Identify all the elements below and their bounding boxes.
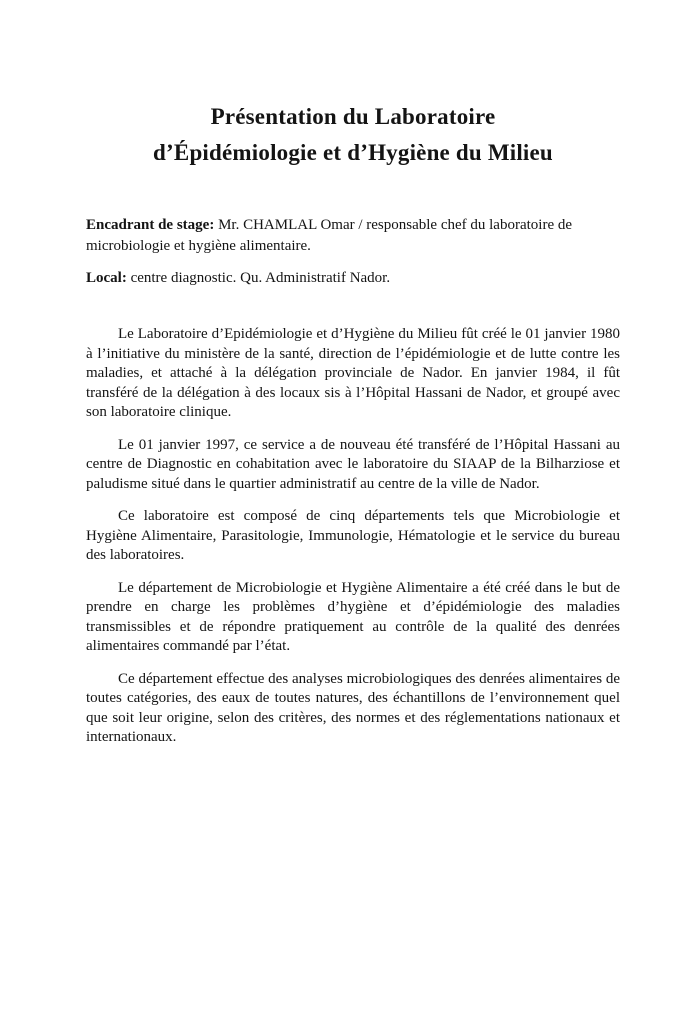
supervisor-paragraph xyxy=(86,215,620,257)
supervisor-label: Encadrant de stage: xyxy=(86,217,215,233)
page-title xyxy=(86,99,620,171)
location-paragraph xyxy=(86,268,620,289)
body-paragraph-departments: Ce laboratoire est composé de cinq départements tels que Microbiologie et Hygiène Alimentaire, Parasitologie, Immunologie, Hématologie et le service du bureau des laboratoires. xyxy=(86,508,620,563)
page-title-line-2: d’Épidémiologie et d’Hygiène du Milieu xyxy=(153,140,553,165)
document-body xyxy=(86,325,620,748)
location-label: Local: xyxy=(86,270,127,286)
page-title-line-1: Présentation du Laboratoire xyxy=(210,104,496,129)
body-paragraph-analyses: Ce département effectue des analyses microbiologiques des denrées alimentaires de toutes catégories, des eaux de toutes natures, des échantillons de l’environnement quel que soit leur origine, selon des critères, des normes et des réglementations nationaux et internationaux. xyxy=(86,670,620,745)
body-paragraph-microbiology-mission: Le département de Microbiologie et Hygiène Alimentaire a été créé dans le but de prendre en charge les problèmes d’hygiène et d’épidémiologie des maladies transmissibles et de répondre pratiquement au contrôle de la qualité des denrées alimentaires commandé par l’état. xyxy=(86,579,620,654)
location-value: centre diagnostic. Qu. Administratif Nador. xyxy=(126,270,391,286)
supervisor-value: Mr. CHAMLAL Omar / responsable chef du laboratoire de microbiologie et hygiène alimentaire. xyxy=(86,217,573,254)
body-paragraph-history-1980: Le Laboratoire d’Epidémiologie et d’Hygiène du Milieu fût créé le 01 janvier 1980 à l’initiative du ministère de la santé, direction de l’épidémiologie et de lutte contre les maladies, et attaché à la délégation provinciale de Nador. En janvier 1984, il fût transféré de la délégation à des locaux sis à l’Hôpital Hassani de Nador, et groupé avec son laboratoire clinique. xyxy=(86,326,620,420)
body-paragraph-transfer-1997: Le 01 janvier 1997, ce service a de nouveau été transféré de l’Hôpital Hassani au centre de Diagnostic en cohabitation avec le laboratoire du SIAAP de la Bilharziose et paludisme situé dans le quartier administratif au centre de la ville de Nador. xyxy=(86,436,620,492)
